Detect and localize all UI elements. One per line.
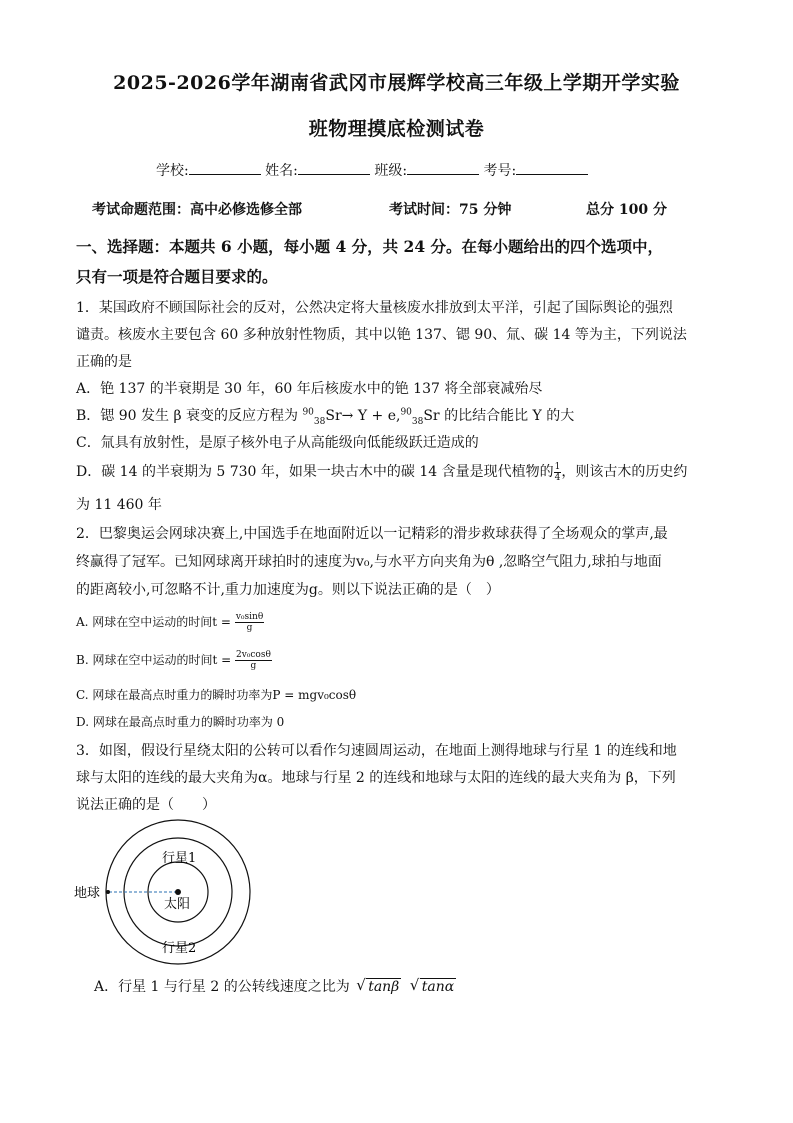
- q2-option-a-fraction: $\frac{\text{v₀sinθ}}{g}$: [235, 612, 264, 633]
- q2-line3: 的距离较小,可忽略不计,重力加速度为g。则以下说法正确的是（ ）: [76, 582, 500, 598]
- orbit-diagram: [72, 818, 262, 968]
- exam-total: 总分 100 分: [586, 202, 667, 218]
- q1-option-b-text: B．锶 90 发生 β 衰变的反应方程为: [76, 408, 303, 424]
- q3-line2: 球与太阳的连线的最大夹角为α。地球与行星 2 的连线和地球与太阳的连线的最大夹角为 β，下列: [76, 770, 676, 786]
- section1-heading-line2: 只有一项是符合题目要求的。: [76, 267, 278, 286]
- class-label: 班级:: [374, 163, 408, 179]
- q1-option-d-tail: ，则该古木的历史约: [561, 464, 688, 480]
- exam-no-label: 考号:: [483, 163, 517, 179]
- class-field[interactable]: [407, 160, 479, 175]
- q1-option-d-line2: 为 11 460 年: [76, 497, 162, 513]
- student-info-row: [156, 160, 588, 180]
- exam-title-line2: 班物理摸底检测试卷: [308, 118, 485, 140]
- sqrt-tan-beta: √ tanβ: [366, 978, 401, 995]
- q3-option-a: [94, 976, 456, 996]
- q1-option-b-tail: Sr 的比结合能比 Y 的大: [423, 408, 575, 424]
- exam-no-field[interactable]: [516, 160, 588, 175]
- q1-line1: 1．某国政府不顾国际社会的反对，公然决定将大量核废水排放到太平洋，引起了国际舆论的强烈: [76, 300, 673, 316]
- q2-line1: 2．巴黎奥运会网球决赛上,中国选手在地面附近以一记精彩的滑步救球获得了全场观众的掌声,最: [76, 526, 668, 542]
- q2-line2: 终赢得了冠军。已知网球离开球拍时的速度为v₀,与水平方向夹角为θ ,忽略空气阻力,球拍与地面: [76, 554, 662, 570]
- q1-line2: 谴责。核废水主要包含 60 多种放射性物质，其中以铯 137、锶 90、氚、碳 14 等为主，下列说法: [76, 327, 687, 343]
- exam-title-line1: 2025-2026学年湖南省武冈市展辉学校高三年级上学期开学实验: [113, 72, 680, 94]
- name-field[interactable]: [298, 160, 370, 175]
- q2-option-b-fraction: $\frac{\text{2v₀cosθ}}{g}$: [235, 650, 271, 671]
- q1-option-a: A．铯 137 的半衰期是 30 年，60 年后核废水中的铯 137 将全部衰减殆尽: [76, 381, 543, 397]
- sun-label: 太阳: [164, 897, 191, 912]
- q2-option-a: [76, 612, 264, 633]
- sqrt-tan-alpha: √ tanα: [420, 978, 456, 995]
- earth-dot: [106, 890, 110, 894]
- q2-option-c: C. 网球在最高点时重力的瞬时功率为P = mgv₀cosθ: [76, 688, 357, 702]
- exam-time: 考试时间：75 分钟: [389, 202, 512, 218]
- school-field[interactable]: [189, 160, 261, 175]
- q1-option-d: [76, 461, 687, 483]
- q2-option-b-text: B. 网球在空中运动的时间t =: [76, 653, 232, 667]
- earth-label: 地球: [74, 886, 101, 901]
- exam-scope: 考试命题范围：高中必修选修全部: [92, 202, 302, 218]
- q3-line3: 说法正确的是（ ）: [76, 797, 216, 813]
- planet2-label: 行星2: [162, 941, 197, 956]
- section1-heading-line1: 一、选择题：本题共 6 小题，每小题 4 分，共 24 分。在每小题给出的四个选项中，: [76, 237, 664, 256]
- q1-option-b-equation: Sr→ Y + e,: [325, 408, 401, 424]
- school-label: 学校:: [156, 163, 189, 179]
- q1-option-c: C．氚具有放射性，是原子核外电子从高能级向低能级跃迁造成的: [76, 435, 479, 451]
- q2-option-a-text: A. 网球在空中运动的时间t =: [76, 615, 231, 629]
- q2-option-d: D. 网球在最高点时重力的瞬时功率为 0: [76, 715, 285, 729]
- q1-option-b: B．锶 90 发生 β 衰变的反应方程为 $^{90}_{38}$Sr→ Y + e,$^{90}_{38}$Sr 的比结合能比 Y 的大: [76, 407, 575, 427]
- q1-line3: 正确的是: [76, 354, 132, 370]
- planet1-label: 行星1: [162, 851, 197, 866]
- q3-option-a-text: A．行星 1 与行星 2 的公转线速度之比为: [94, 979, 350, 995]
- q3-line1: 3．如图，假设行星绕太阳的公转可以看作匀速圆周运动，在地面上测得地球与行星 1 的连线和地: [76, 743, 677, 759]
- fraction-one-quarter: $\frac{1}{4}$: [554, 461, 561, 483]
- sun-dot: [175, 889, 181, 895]
- q2-option-b: [76, 650, 272, 671]
- q1-option-d-text: D．碳 14 的半衰期为 5 730 年，如果一块古木中的碳 14 含量是现代植物的: [76, 464, 554, 480]
- name-label: 姓名:: [265, 163, 298, 179]
